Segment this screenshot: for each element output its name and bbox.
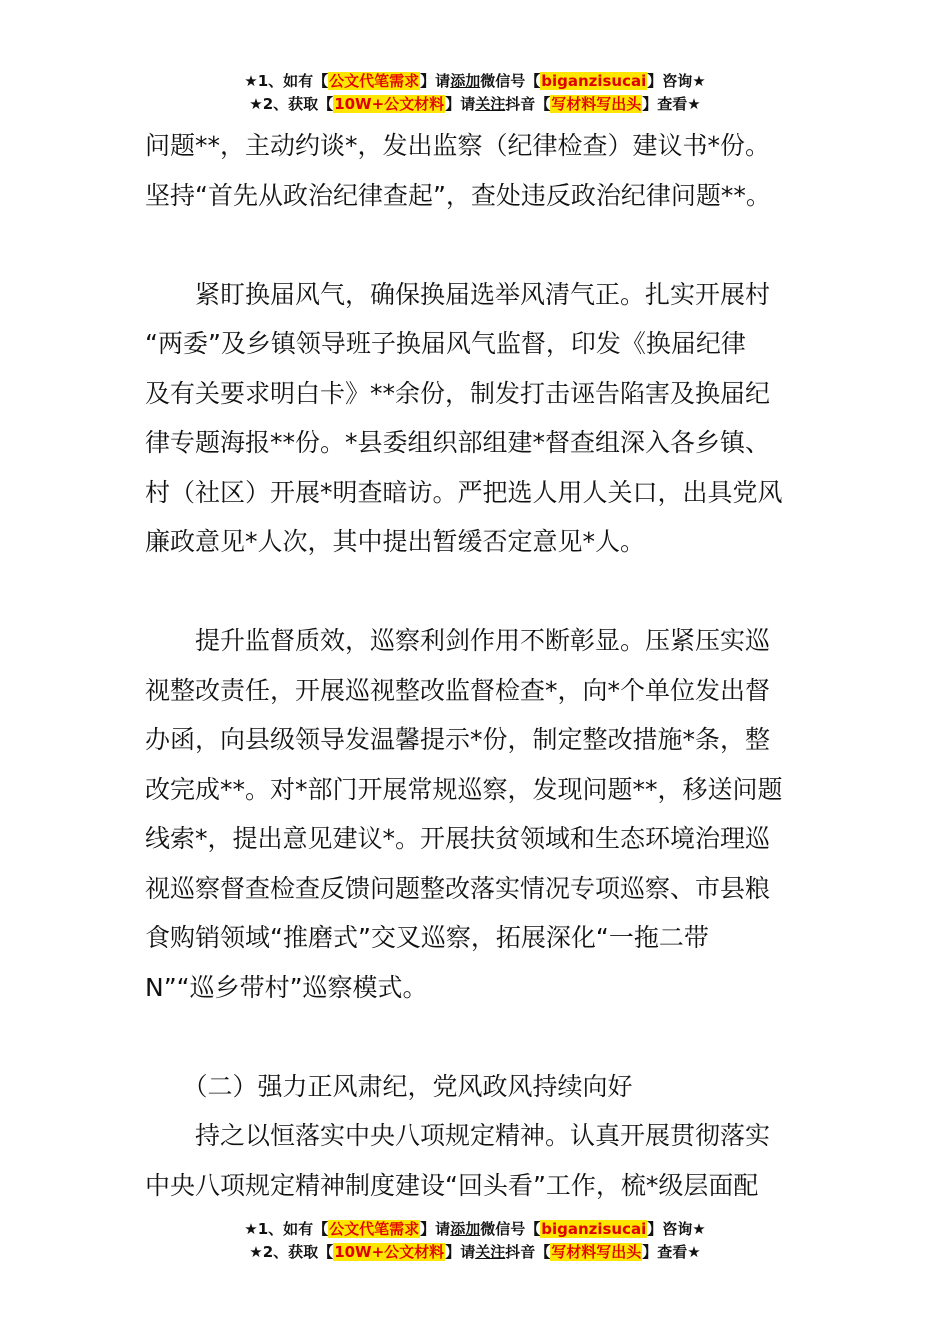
body-line: 提升监督质效，巡察利剑作用不断彰显。压紧压实巡 (145, 626, 771, 655)
banner-line-1 (0, 70, 950, 93)
banner-highlight: biganzisucai (541, 72, 647, 90)
banner-highlight: 写材料写出头 (551, 1243, 642, 1261)
body-line: 办函，向县级领导发温馨提示*份，制定整改措施*条，整 (145, 725, 771, 754)
banner-line-2 (0, 1241, 950, 1264)
banner-text: 】咨询★ (647, 72, 706, 90)
section-heading: （二）强力正风肃纪，党风政风持续向好 (145, 1071, 633, 1101)
body-line: 持之以恒落实中央八项规定精神。认真开展贯彻落实 (145, 1121, 771, 1150)
banner-text: 微信号【 (480, 72, 541, 90)
body-line: 改完成**。对*部门开展常规巡察，发现问题**，移送问题 (145, 774, 783, 804)
body-line: 问题**，主动约谈*，发出监察（纪律检查）建议书*份。 (145, 131, 771, 160)
header-banner (0, 70, 950, 116)
banner-highlight: 写材料写出头 (551, 95, 642, 113)
banner-text: 】查看★ (642, 95, 701, 113)
banner-text: ★2、获取【 (249, 1243, 334, 1261)
body-line: 线索*，提出意见建议*。开展扶贫领域和生态环境治理巡 (145, 824, 771, 853)
body-line: 中央八项规定精神制度建设“回头看”工作，梳*级层面配 (145, 1170, 759, 1200)
banner-text: 】咨询★ (647, 1220, 706, 1238)
banner-highlight: biganzisucai (541, 1220, 647, 1238)
banner-text: 抖音【 (505, 1243, 551, 1261)
banner-highlight: 公文代笔需求 (329, 1220, 420, 1238)
body-line: 及有关要求明白卡》**余份，制发打击诬告陷害及换届纪 (145, 378, 771, 408)
banner-text: ★2、获取【 (249, 95, 334, 113)
banner-highlight: 公文代笔需求 (329, 72, 420, 90)
banner-text: 微信号【 (480, 1220, 541, 1238)
banner-text: 抖音【 (505, 95, 551, 113)
banner-line-2 (0, 93, 950, 116)
banner-underlined: 添加 (450, 1220, 481, 1238)
body-line: 食购销领域“推磨式”交叉巡察，拓展深化“一拖二带 (145, 923, 709, 952)
banner-text: 】请 (420, 1220, 451, 1238)
paragraph-gap (145, 220, 810, 270)
footer-banner (0, 1218, 950, 1264)
paragraph-gap (145, 567, 810, 617)
body-line: N”“巡乡带村”巡察模式。 (145, 972, 428, 1002)
banner-underlined: 关注 (475, 95, 506, 113)
body-line: 视巡察督查检查反馈问题整改落实情况专项巡察、市县粮 (145, 873, 771, 903)
paragraph-gap (145, 1012, 810, 1062)
body-line: “两委”及乡镇领导班子换届风气监督，印发《换届纪律 (145, 329, 746, 358)
banner-text: ★1、如有【 (244, 72, 329, 90)
banner-underlined: 添加 (450, 72, 481, 90)
body-line: 视整改责任，开展巡视整改监督检查*，向*个单位发出督 (145, 675, 771, 705)
body-line: 紧盯换届风气，确保换届选举风清气正。扎实开展村 (145, 279, 771, 309)
document-body (145, 121, 810, 1210)
banner-line-1 (0, 1218, 950, 1241)
banner-text: 】请 (420, 72, 451, 90)
banner-highlight: 10W+公文材料 (334, 95, 445, 113)
banner-underlined: 关注 (475, 1243, 506, 1261)
body-line: 律专题海报**份。*县委组织部组建*督查组深入各乡镇、 (145, 428, 771, 457)
body-line: 坚持“首先从政治纪律查起”，查处违反政治纪律问题**。 (145, 180, 771, 210)
banner-text: ★1、如有【 (244, 1220, 329, 1238)
banner-text: 】查看★ (642, 1243, 701, 1261)
banner-text: 】请 (445, 95, 476, 113)
body-line: 廉政意见*人次，其中提出暂缓否定意见*人。 (145, 527, 646, 556)
banner-highlight: 10W+公文材料 (334, 1243, 445, 1261)
banner-text: 】请 (445, 1243, 476, 1261)
body-line: 村（社区）开展*明查暗访。严把选人用人关口，出具党风 (145, 477, 783, 507)
